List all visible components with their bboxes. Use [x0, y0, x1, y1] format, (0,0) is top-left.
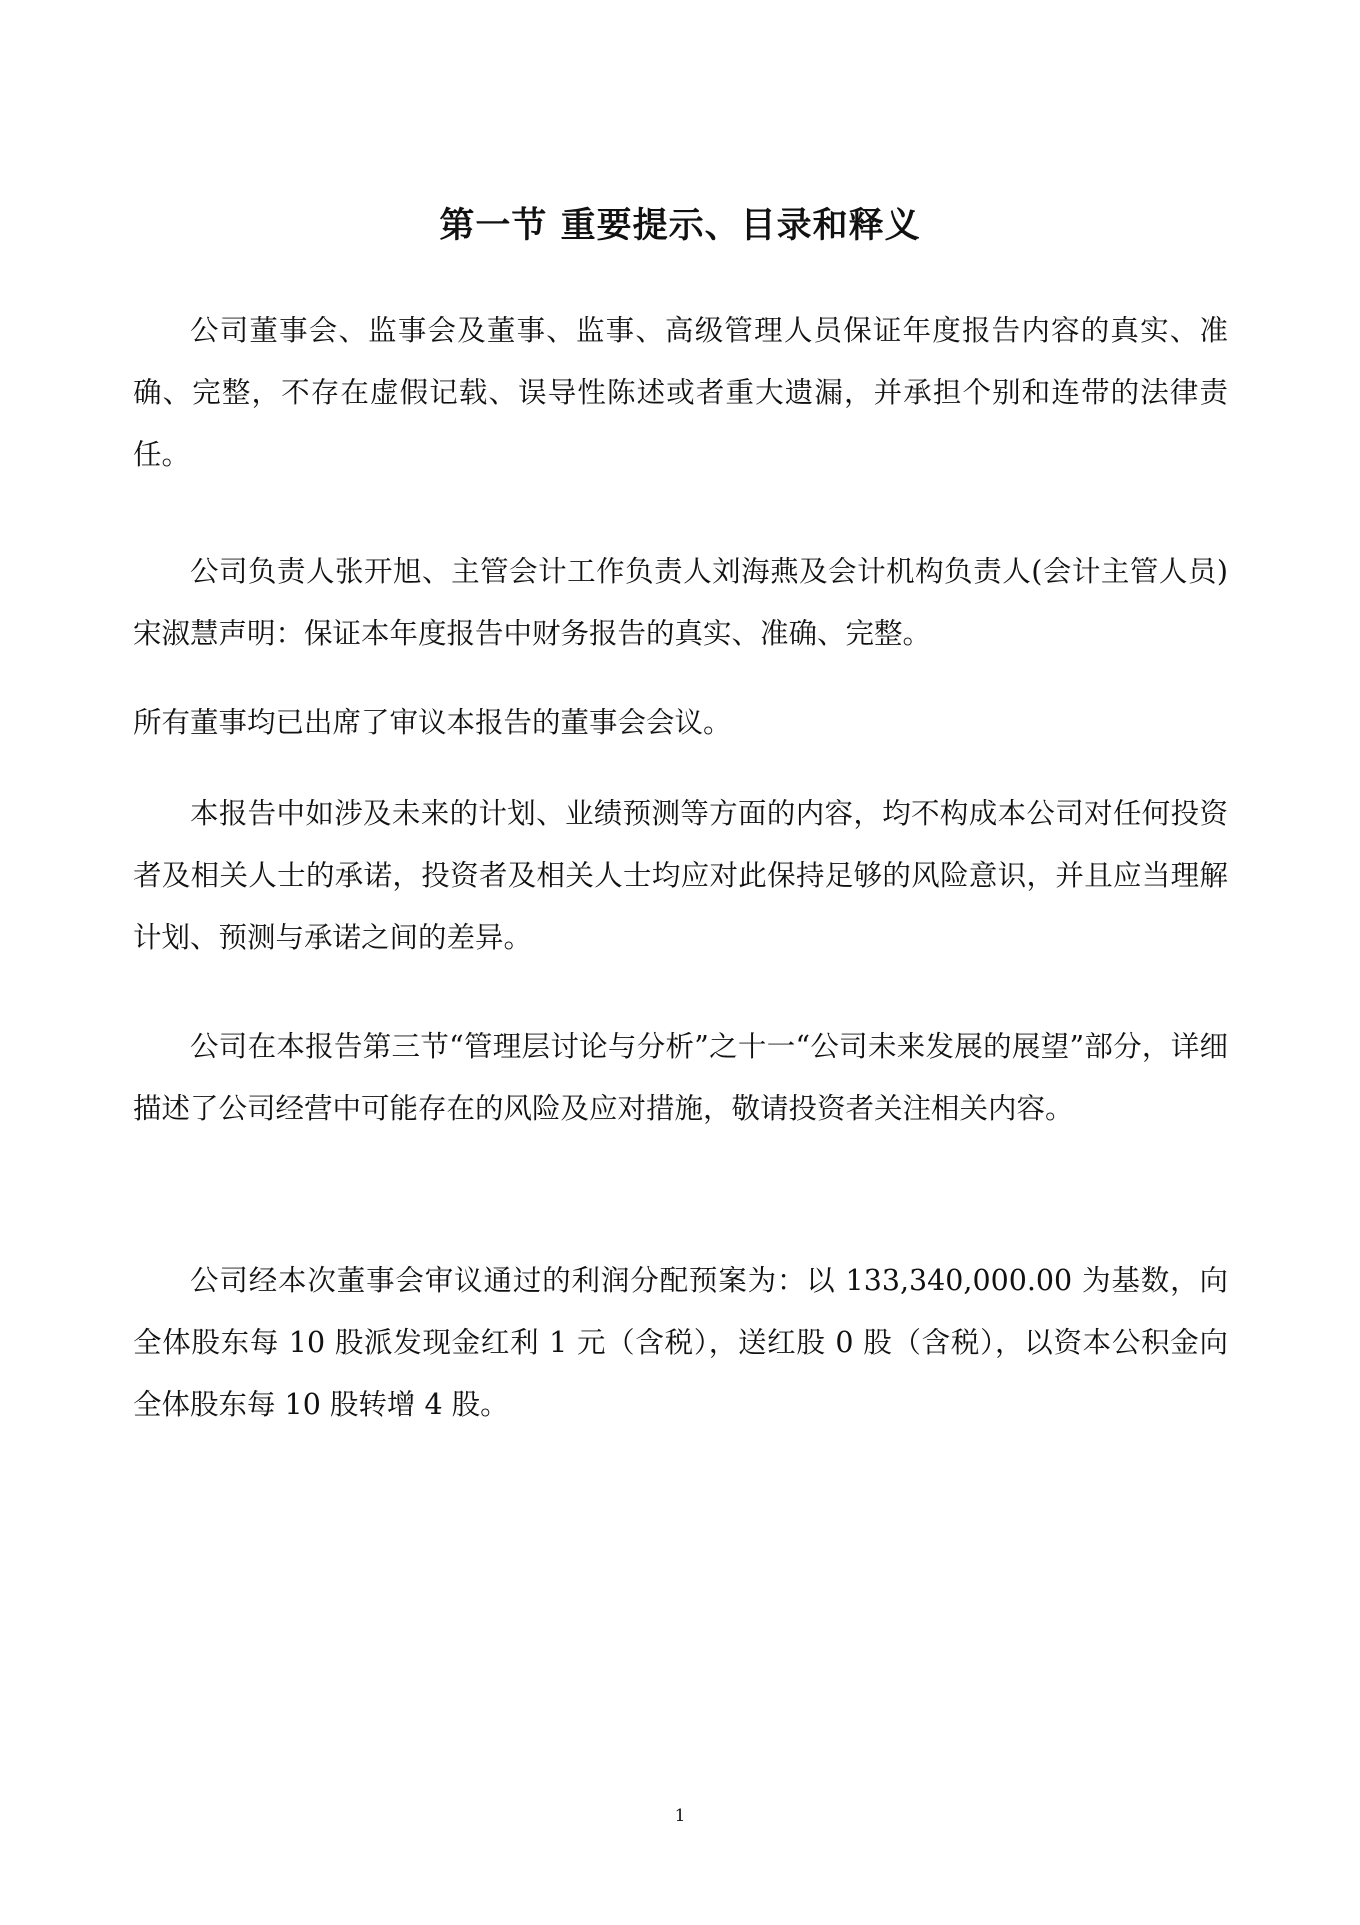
paragraph-directors-attendance: 所有董事均已出席了审议本报告的董事会会议。	[133, 706, 732, 739]
paragraph-profit-distribution: 公司经本次董事会审议通过的利润分配预案为：以 133,340,000.00 为基数，向全体股东每 10 股派发现金红利 1 元（含税），送红股 0 股（含税），以资本公积金向全体股东每 10 股转增 4 股。	[133, 1264, 1228, 1421]
paragraph-responsible-persons: 公司负责人张开旭、主管会计工作负责人刘海燕及会计机构负责人(会计主管人员)宋淑慧声明：保证本年度报告中财务报告的真实、准确、完整。	[133, 555, 1228, 650]
paragraph-risk-notice: 公司在本报告第三节“管理层讨论与分析”之十一“公司未来发展的展望”部分，详细描述了公司经营中可能存在的风险及应对措施，敬请投资者关注相关内容。	[133, 1030, 1228, 1125]
section-title: 第一节 重要提示、目录和释义	[439, 205, 921, 246]
page-number: 1	[674, 1806, 686, 1826]
paragraph-board-guarantee: 公司董事会、监事会及董事、监事、高级管理人员保证年度报告内容的真实、准确、完整，不存在虚假记载、误导性陈述或者重大遗漏，并承担个别和连带的法律责任。	[133, 314, 1228, 471]
paragraph-forward-looking: 本报告中如涉及未来的计划、业绩预测等方面的内容，均不构成本公司对任何投资者及相关人士的承诺，投资者及相关人士均应对此保持足够的风险意识，并且应当理解计划、预测与承诺之间的差异。	[133, 797, 1228, 954]
